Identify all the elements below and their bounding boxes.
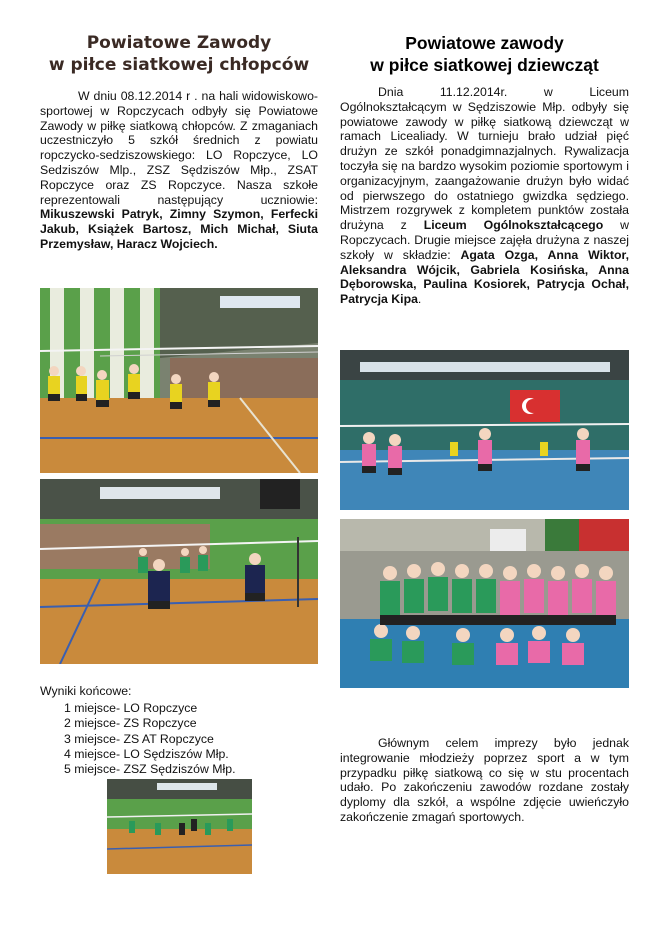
girls-intro-continuation: w Ropczycach. Drugie miejsce zajęła drużyna z naszej szkoły w składzie: xyxy=(340,218,629,262)
results-header: Wyniki końcowe: xyxy=(40,684,132,698)
girls-article-title xyxy=(340,32,629,76)
result-item: 2 miejsce- ZS Ropczyce xyxy=(64,716,197,731)
boys-intro-text: W dniu 08.12.2014 r . na hali widowiskowo-sportowej w Ropczycach odbyły się Powiatowe Zawody w piłkę siatkową chłopców. Z zmaganiach uczestniczyło 5 szkół średnich z powiatu ropczycko-sedziszowskiego: LO Ropczyce, LO Sedziszów Mlp., ZSZ Sędziszów Młp., ZSAT Ropczyce oraz ZS Ropczyce. Nasza szkołe reprezentowali następujący uczniowie: xyxy=(40,89,318,207)
boys-match-photo-1 xyxy=(40,288,318,473)
girls-intro-end: . xyxy=(417,292,422,307)
results-list xyxy=(40,701,318,777)
girls-intro-paragraph xyxy=(340,85,629,307)
result-item: 1 miejsce- LO Ropczyce xyxy=(64,701,198,716)
result-item: 4 miejsce- LO Sędziszów Młp. xyxy=(64,746,229,761)
boys-match-photo-2 xyxy=(40,479,318,664)
result-item: 3 miejsce- ZS AT Ropczyce xyxy=(64,731,214,746)
boys-players-list: Mikuszewski Patryk, Zimny Szymon, Ferfecki Jakub, Książek Bartosz, Mich Michał, Siuta Przemysław, Haracz Wojciech. xyxy=(40,207,318,251)
girls-winner-school: Liceum Ogólnokształcącego xyxy=(423,218,604,233)
girls-summary-paragraph xyxy=(340,736,629,825)
boys-title-line1: Powiatowe Zawody xyxy=(86,33,272,53)
boys-title-line2: w piłce siatkowej chłopców xyxy=(48,55,310,75)
girls-title-line1: Powiatowe zawody xyxy=(405,33,564,53)
girls-intro-text: Dnia 11.12.2014r. w Liceum Ogólnokształcącym w Sędziszowie Młp. odbyły się powiatowe zawody w piłkę siatkową dziewcząt w ramach Licealiady. W turnieju brało udział pięć drużyn ze szkół ponadgimnazjalnych. Rywalizacja toczyła się na bardzo wysokim poziomie sportowym i organizacyjnym, zaangażowanie drużyn było widać od pierwszego do ostatniego gwizdka sędziego. Mistrzem rozgrywek z kompletem punktów została drużyna z xyxy=(340,85,629,233)
boys-intro-paragraph xyxy=(40,89,318,252)
girls-players-list: Agata Ozga, Anna Wiktor, Aleksandra Wójcik, Gabriela Kosińska, Anna Dęborowska, Paulina Kosiorek, Patrycja Ochał, Patrycja Kipa xyxy=(340,247,629,307)
results-section xyxy=(40,684,318,777)
girls-team-group-photo xyxy=(340,519,629,688)
girls-title-line2: w piłce siatkowej dziewcząt xyxy=(370,55,599,75)
girls-match-photo xyxy=(340,350,629,510)
girls-summary-text: Głównym celem imprezy było jednak integrowanie młodzieży poprzez sport a w tym przypadku piłkę siatkową co się w stu procentach udało. Po zakończeniu zawodów rozdane zostały dyplomy dla szkół, a wspólne zdjęcie uwieńczyło zakończenie zmagań sportowych. xyxy=(340,736,629,824)
gym-small-photo xyxy=(107,779,252,874)
result-item: 5 miejsce- ZSZ Sędziszów Młp. xyxy=(64,762,236,777)
boys-article-title xyxy=(40,32,318,76)
